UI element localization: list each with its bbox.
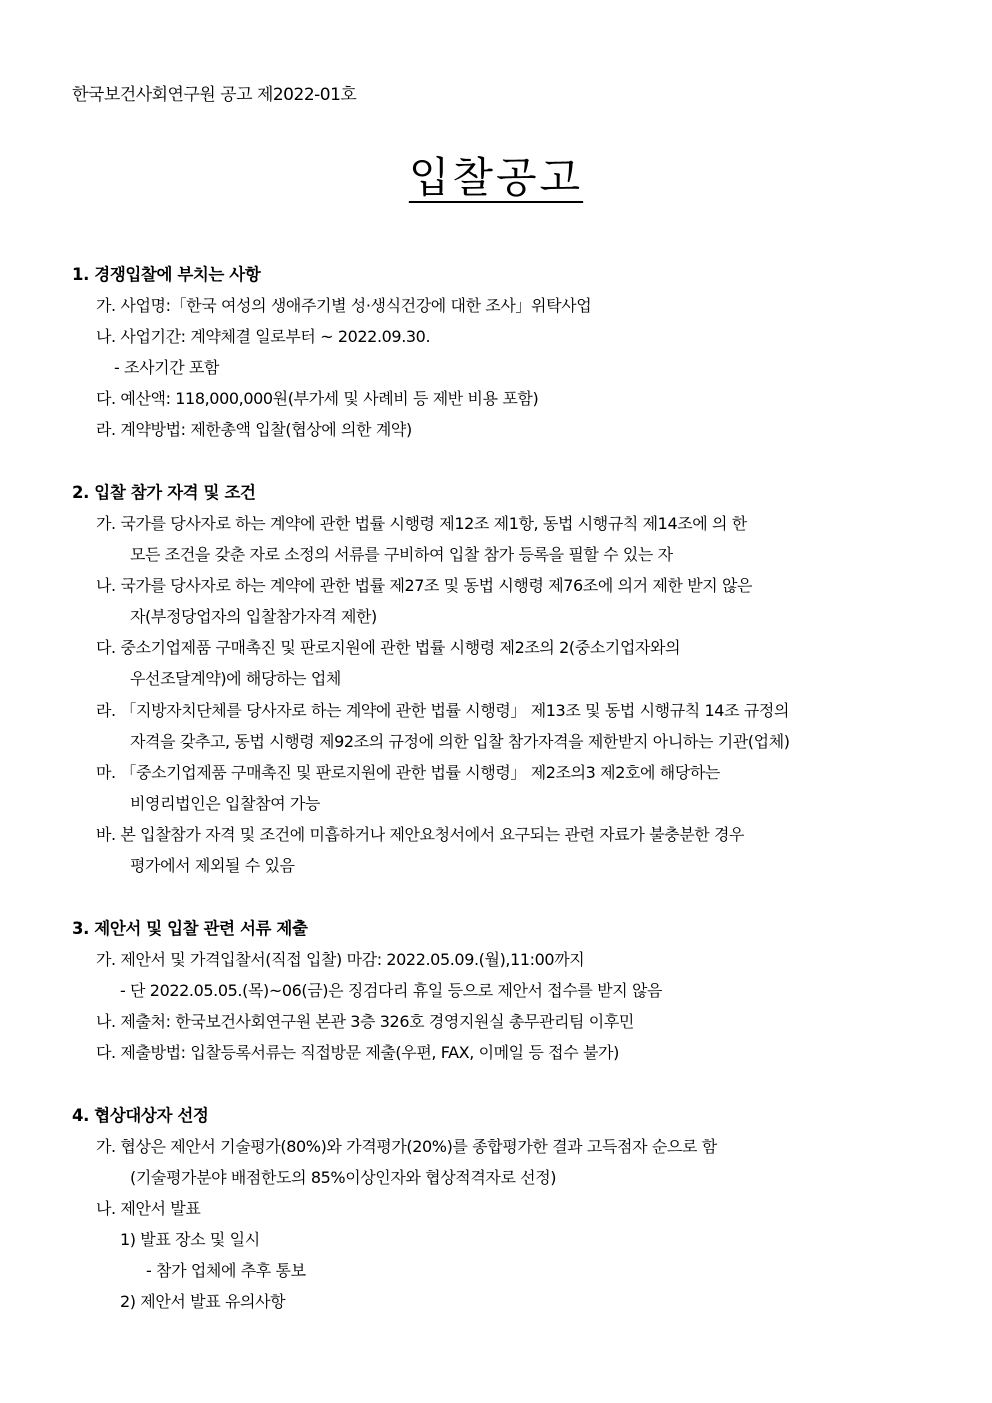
section-2-line: 나. 국가를 당사자로 하는 계약에 관한 법률 제27조 및 동법 시행령 제76조에 의거 제한 받지 않은 [96, 576, 753, 595]
section-1-line: 가. 사업명:「한국 여성의 생애주기별 성·생식건강에 대한 조사」위탁사업 [96, 296, 592, 315]
section-3-line: 다. 제출방법: 입찰등록서류는 직접방문 제출(우편, FAX, 이메일 등 접수 불가) [96, 1043, 619, 1062]
section-1-line: 라. 계약방법: 제한총액 입찰(협상에 의한 계약) [96, 420, 412, 439]
section-2-line: 모든 조건을 갖춘 자로 소정의 서류를 구비하여 입찰 참가 등록을 필할 수 있는 자 [130, 545, 673, 564]
section-3-line: 가. 제안서 및 가격입찰서(직접 입찰) 마감: 2022.05.09.(월),11:00까지 [96, 950, 585, 969]
section-2-line: 우선조달계약)에 해당하는 업체 [130, 669, 341, 688]
section-4-line: (기술평가분야 배점한도의 85%이상인자와 협상적격자로 선정) [130, 1168, 557, 1187]
section-4-line: 가. 협상은 제안서 기술평가(80%)와 가격평가(20%)를 종합평가한 결과 고득점자 순으로 함 [96, 1137, 717, 1156]
section-3-heading: 3. 제안서 및 입찰 관련 서류 제출 [72, 919, 308, 938]
section-1-heading: 1. 경쟁입찰에 부치는 사항 [72, 265, 261, 284]
section-2-line: 평가에서 제외될 수 있음 [130, 856, 295, 875]
section-4-line: - 참가 업체에 추후 통보 [146, 1261, 306, 1280]
section-2-line: 가. 국가를 당사자로 하는 계약에 관한 법률 시행령 제12조 제1항, 동법 시행규칙 제14조에 의 한 [96, 514, 747, 533]
section-4-line: 1) 발표 장소 및 일시 [120, 1230, 260, 1249]
section-2-heading: 2. 입찰 참가 자격 및 조건 [72, 483, 256, 502]
section-1-line: - 조사기간 포함 [114, 358, 220, 377]
section-2-line: 비영리법인은 입찰참여 가능 [130, 794, 321, 813]
notice-number: 한국보건사회연구원 공고 제2022-01호 [72, 85, 357, 105]
section-2-line: 라. 「지방자치단체를 당사자로 하는 계약에 관한 법률 시행령」 제13조 및 동법 시행규칙 14조 규정의 [96, 701, 789, 720]
section-4-heading: 4. 협상대상자 선정 [72, 1106, 209, 1125]
section-3-line: - 단 2022.05.05.(목)~06(금)은 징검다리 휴일 등으로 제안서 접수를 받지 않음 [120, 981, 663, 1000]
section-1-line: 나. 사업기간: 계약체결 일로부터 ~ 2022.09.30. [96, 327, 431, 346]
section-1-line: 다. 예산액: 118,000,000원(부가세 및 사례비 등 제반 비용 포함) [96, 389, 539, 408]
section-2-line: 바. 본 입찰참가 자격 및 조건에 미흡하거나 제안요청서에서 요구되는 관련 자료가 불충분한 경우 [96, 825, 745, 844]
section-2-line: 다. 중소기업제품 구매촉진 및 판로지원에 관한 법률 시행령 제2조의 2(중소기업자와의 [96, 638, 681, 657]
section-4-line: 2) 제안서 발표 유의사항 [120, 1292, 286, 1311]
section-3-line: 나. 제출처: 한국보건사회연구원 본관 3층 326호 경영지원실 총무관리팀 이후민 [96, 1012, 634, 1031]
section-2-line: 자(부정당업자의 입찰참가자격 제한) [130, 607, 377, 626]
section-4-line: 나. 제안서 발표 [96, 1199, 201, 1218]
title-text: 입찰공고 [408, 153, 584, 202]
page-title [0, 145, 992, 205]
section-2-line: 자격을 갖추고, 동법 시행령 제92조의 규정에 의한 입찰 참가자격을 제한받지 아니하는 기관(업체) [130, 732, 790, 751]
section-2-line: 마. 「중소기업제품 구매촉진 및 판로지원에 관한 법률 시행령」 제2조의3 제2호에 해당하는 [96, 763, 720, 782]
